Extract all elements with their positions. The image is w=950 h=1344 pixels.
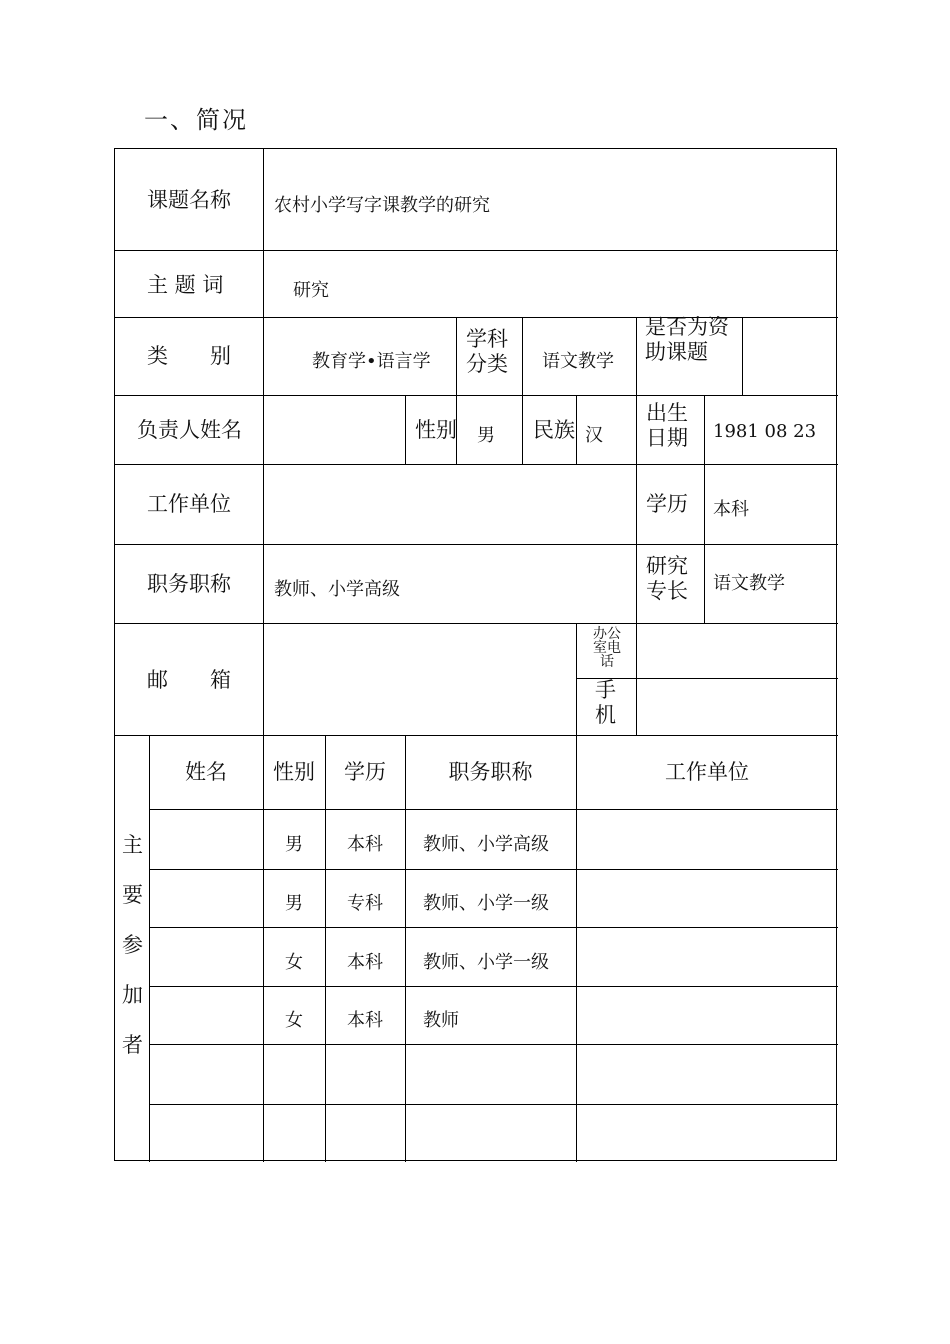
- participants-side-label: 主: [122, 833, 143, 857]
- overview-form: [114, 148, 837, 1161]
- participant-gender: 女: [285, 952, 303, 973]
- office-phone-label: 办公室电话: [593, 626, 621, 670]
- ethnicity-value: 汉: [585, 425, 603, 446]
- col-divider: [704, 464, 705, 623]
- participant-edu: 本科: [347, 834, 383, 855]
- header-workplace: 工作单位: [665, 760, 749, 784]
- row-divider: [115, 735, 838, 736]
- row-divider: [149, 986, 838, 987]
- participants-side-label: 加: [122, 983, 143, 1007]
- title-label: 职务职称: [147, 572, 231, 596]
- col-divider: [456, 317, 457, 395]
- participant-title: 教师、小学一级: [423, 952, 549, 973]
- col-divider: [576, 623, 577, 735]
- row-divider: [149, 869, 838, 870]
- col-divider: [742, 317, 743, 395]
- row-divider: [149, 809, 838, 810]
- col-divider: [636, 317, 637, 395]
- birth-label: 出生日期: [646, 401, 688, 451]
- gender-value: 男: [477, 425, 495, 446]
- participant-title: 教师、小学一级: [423, 893, 549, 914]
- header-title: 职务职称: [448, 760, 533, 784]
- category-value: 教育学•语言学: [312, 351, 431, 372]
- keywords-value: 研究: [293, 280, 329, 301]
- participant-edu: 专科: [347, 893, 383, 914]
- col-divider: [522, 395, 523, 464]
- participant-gender: 男: [285, 893, 303, 914]
- col-divider: [149, 735, 150, 1162]
- col-divider: [405, 395, 406, 464]
- col-divider: [522, 317, 523, 395]
- participant-gender: 男: [285, 834, 303, 855]
- specialty-label: 研究专长: [646, 554, 688, 604]
- row-divider: [115, 464, 838, 465]
- col-divider: [576, 735, 577, 1162]
- participant-title: 教师、小学高级: [423, 834, 549, 855]
- topic-value: 农村小学写字课教学的研究: [274, 195, 490, 216]
- funded-label: 是否为资助课题: [645, 315, 729, 365]
- header-gender: 性别: [273, 760, 315, 784]
- title-value: 教师、小学高级: [274, 579, 400, 600]
- participant-edu: 本科: [347, 1010, 383, 1031]
- col-divider: [636, 464, 637, 623]
- row-divider: [149, 1044, 838, 1045]
- row-divider: [115, 623, 838, 624]
- row-divider: [149, 1104, 838, 1105]
- col-divider: [325, 735, 326, 1162]
- participant-edu: 本科: [347, 952, 383, 973]
- col-divider: [263, 149, 264, 735]
- row-divider: [263, 250, 838, 251]
- mail-label: 邮 箱: [147, 668, 231, 692]
- header-name: 姓名: [185, 760, 227, 784]
- col-divider: [263, 735, 264, 1162]
- birth-value: 1981 08 23: [713, 421, 817, 442]
- participants-side-label: 参: [122, 933, 143, 957]
- col-divider: [704, 395, 705, 464]
- edu-value: 本科: [713, 499, 749, 520]
- subject-value: 语文教学: [542, 351, 614, 372]
- participant-gender: 女: [285, 1010, 303, 1031]
- keywords-label: 主 题 词: [147, 273, 224, 297]
- edu-label: 学历: [646, 492, 688, 516]
- section-title: 一、简况: [144, 106, 248, 134]
- category-label: 类 别: [147, 344, 231, 368]
- row-divider: [149, 927, 838, 928]
- col-divider: [636, 395, 637, 464]
- participants-side-label: 者: [122, 1033, 143, 1057]
- header-edu: 学历: [344, 760, 386, 784]
- row-divider: [115, 395, 838, 396]
- topic-label: 课题名称: [147, 188, 231, 212]
- col-divider: [636, 623, 637, 735]
- participant-title: 教师: [423, 1010, 459, 1031]
- participants-side-label: 要: [122, 883, 143, 907]
- leader-label: 负责人姓名: [137, 418, 242, 442]
- ethnicity-label: 民族: [533, 418, 575, 442]
- row-divider: [115, 250, 263, 251]
- mobile-label: 手机: [595, 678, 616, 728]
- workplace-label: 工作单位: [147, 492, 231, 516]
- subject-label: 学科分类: [466, 327, 508, 377]
- col-divider: [405, 735, 406, 1162]
- col-divider: [576, 395, 577, 464]
- gender-label: 性别: [415, 418, 457, 442]
- specialty-value: 语文教学: [713, 573, 785, 594]
- row-divider: [115, 544, 838, 545]
